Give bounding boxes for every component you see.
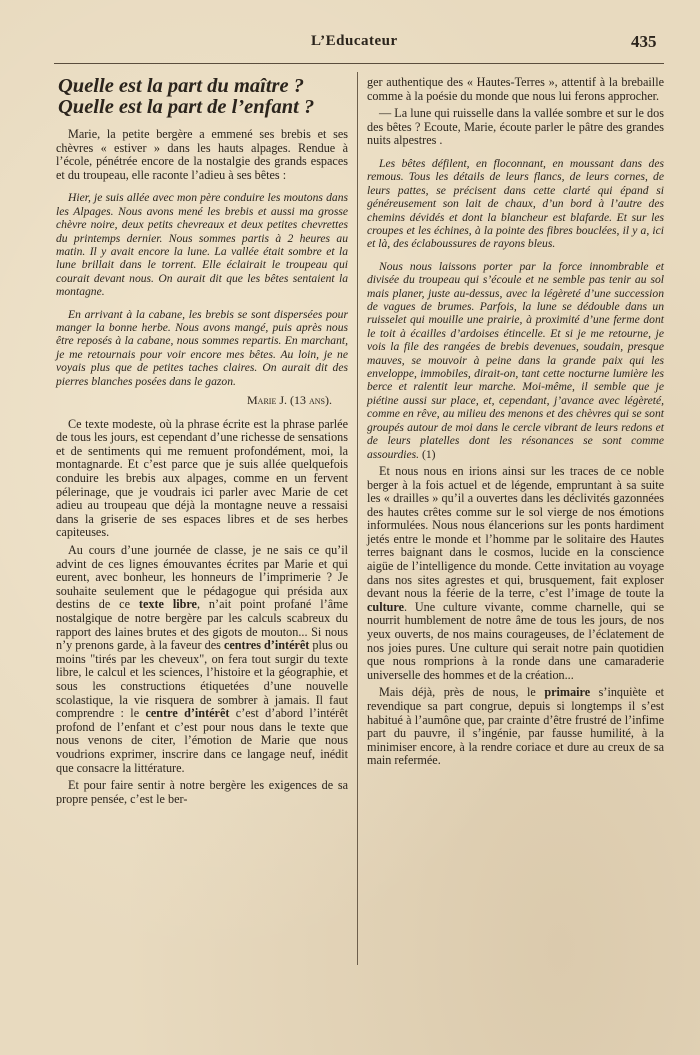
header-rule	[54, 63, 664, 64]
primaire-paragraph-part-a: Mais déjà, près de nous, le	[379, 685, 545, 700]
page-header	[0, 33, 700, 55]
left-column	[56, 74, 348, 806]
shepherd-quote-2	[367, 260, 664, 461]
moon-question: — La lune qui ruisselle dans la vallée sombre et sur le dos des bêtes ? Ecoute, Marie, écoute parler le pâtre des grandes nuits alpestres .	[367, 106, 664, 148]
running-title: L’Educateur	[311, 33, 398, 49]
bold-centres-interet: centres d’intérêt	[223, 638, 310, 653]
shepherd-quote-2-text: Nous nous laissons porter par la force innombrable et divisée du troupeau qui s’écoule et ne semble pas tenir au sol mais planer, juste au-dessus, avec la légèreté d’une succession de vagues de brumes. Parfois, la lune se dédouble dans un ruisselet qui mouille une prairie, à proximité d’une ferme dont le toit à écailles d’ardoises étincelle. Et si je me retourne, je vois la file des rangées de brebis devenues, soudain, presque mauves, se mouvoir à peine dans la grande paix qui les enveloppe, immobiles, dirait-on, tant cette nocturne lumière les berce et ralentit leur marche. Moi-même, il semble que je piétine aussi sur place, et, cependant, j’avance avec légèreté, comme en rêve, au milieu des menons et des chèvres qui se sont groupés autour de moi dans le cercle vibrant de leurs redons et de leurs platelles dont les résonances se sont comme assourdies.	[367, 259, 664, 461]
bold-texte-libre: texte libre	[138, 597, 197, 612]
bold-centre-interet: centre d’intérêt	[145, 706, 230, 721]
culture-paragraph-part-b: . Une culture vivante, comme charnelle, qui se nourrit humblement de notre âme de tous les jours, de nos yeux ouverts, de nos mains courageuses, de l’éclatement de nos joies pures. Une culture qui serait notre pain quotidien que nous romprions à la ronde dans une camaraderie universelle des hommes et de la création...	[367, 599, 664, 682]
paragraph-3-start: Et pour faire sentir à notre bergère les exigences de sa propre pensée, c’est le ber-	[56, 778, 348, 806]
paragraph-2-part-d: c’est d’abord l’intérêt profond de l’enfant et c’est pour nous dans le texte que nous venons de citer, l’émotion de Marie que nous voudrions exprimer, inscrire dans ce langage neuf, inédit que consacre la littérature.	[56, 706, 348, 775]
culture-paragraph-part-a: Et nous nous en irions ainsi sur les traces de ce noble berger à la fois actuel et de légende, empruntant à sa suite les « drailles » qu’il a ouvertes dans les déclivités gazonnées des hautes crêtes comme sur le sol vierge de nos émotions informulées. Nous nous élancerions sur les ponts hardiment jetés entre le monde et l’homme par le solitaire des Hautes terres baignant dans le cosmos, lucide en la conscience aigüe de l’intelligence du monde. Cette invitation au voyage dans nos sites agrestes et qui, brusquement, fait exploser devant nous la féerie de la terre, c’est l’image de toute la	[367, 463, 664, 601]
paragraph-3-continued: ger authentique des « Hautes-Terres », attentif à la brebaille comme à la poésie du monde que nous lui ferons approcher.	[367, 75, 664, 103]
shepherd-quote-1: Les bêtes défilent, en floconnant, en moussant dans des remous. Tous les détails de leurs flancs, de leurs cornes, de leurs pattes, se précisent dans cette clarté qui épand si généreusement son lait de chaux, d’un bord à l’autre des chemins dévidés et dont la blancheur est blafarde. Et sur les croupes et les échines, à la pointe des fibres bouclées, il y a, ici et là, des éclaboussures de rayons bleus.	[367, 156, 664, 251]
page-number: 435	[631, 32, 657, 51]
bold-primaire: primaire	[544, 685, 591, 700]
right-column	[367, 76, 664, 768]
article-title	[58, 76, 348, 118]
footnote-ref: (1)	[419, 447, 436, 461]
intro-paragraph: Marie, la petite bergère a emmené ses brebis et ses chèvres « estiver » dans les hauts alpages. Rendue à l’école, pénétrée encore de la nostalgie des grands espaces et du troupeau, elle raconte l’adieu à ses bêtes :	[56, 127, 348, 182]
paragraph-2-part-c: plus ou moins "tirés par les cheveux", on fera tout surgir du texte libre, le calcul et les sciences, l’histoire et la géographie, et sous les constructions étiquetées d’une nouvelle scolastique, la vie risquera de sombrer à jamais. Il faut comprendre : le	[56, 638, 348, 721]
quote-signature: Marie J. (13 ans).	[247, 393, 332, 408]
title-line-1: Quelle est la part du maître ?	[58, 75, 304, 97]
primaire-paragraph-part-b: s’inquiète et revendique sa part congrue, depuis si longtemps il s’est habitué à l’aumône que, par crainte d’être frustré de l’infime part du pauvre, il s’ingénie, par fausse humilité, à la minimiser encore, à la rendre coriace et dure au creux de sa main refermée.	[367, 685, 664, 768]
paragraph-2-part-a: Au cours d’une journée de classe, je ne sais ce qu’il advint de ces lignes émouvantes écrites par Marie et qui eurent, avec bonheur, les honneurs de l’imprimerie ? Je souhaite seulement que le pédagogue qui présida aux destins de ce	[56, 543, 348, 612]
title-line-2: Quelle est la part de l’enfant ?	[58, 96, 315, 118]
paragraph-2-part-b: , n’ait point profané l’âme nostalgique de notre bergère par les calculs scabreux du rapport des laines brutes et des gigots de mouton... Si nous n’y prenons garde, à la faveur des	[56, 597, 348, 653]
paragraph-2	[56, 544, 348, 775]
student-text-quote-2: En arrivant à la cabane, les brebis se sont dispersées pour manger la bonne herbe. Nous avons mangé, puis après nous être reposés à la cabane, nous sommes repartis. En marchant, je me retournais pour voir encore mes bêtes. Au loin, je ne voyais plus que de petites taches claires. On aurait dit des pierres blanches posées dans le gazon.	[56, 307, 348, 388]
bold-culture: culture	[367, 599, 405, 614]
paragraph-1: Ce texte modeste, où la phrase écrite est la phrase parlée de tous les jours, est cependant d’une richesse de sensations et de sentiments qui me remuent profondément, moi, la montagnarde. Et c’est parce que je suis allée quelquefois conduire les brebis aux alpages, comme en un fervent pélerinage, que je voudrais ici parler avec Marie de cet adieu au troupeau que déjà la montagne neuve a ressaisi dans la griserie de ses espaces libres et de ses herbes capiteuses.	[56, 416, 348, 540]
student-text-quote-1: Hier, je suis allée avec mon père conduire les moutons dans les Alpages. Nous avons mené les brebis et aussi ma grosse chèvre noire, deux petits chevreaux et deux petites chevrettes du printemps dernier. Nous sommes partis à 2 heures au matin. Il y avait encore la lune. La vallée était sombre et la lune brillait dans le torrent. Elle éclairait le troupeau qui courait devant nous. On aurait dit que les bêtes sentaient la montagne.	[56, 191, 348, 299]
column-divider	[357, 72, 358, 965]
primaire-paragraph	[367, 686, 664, 768]
culture-paragraph	[367, 465, 664, 683]
